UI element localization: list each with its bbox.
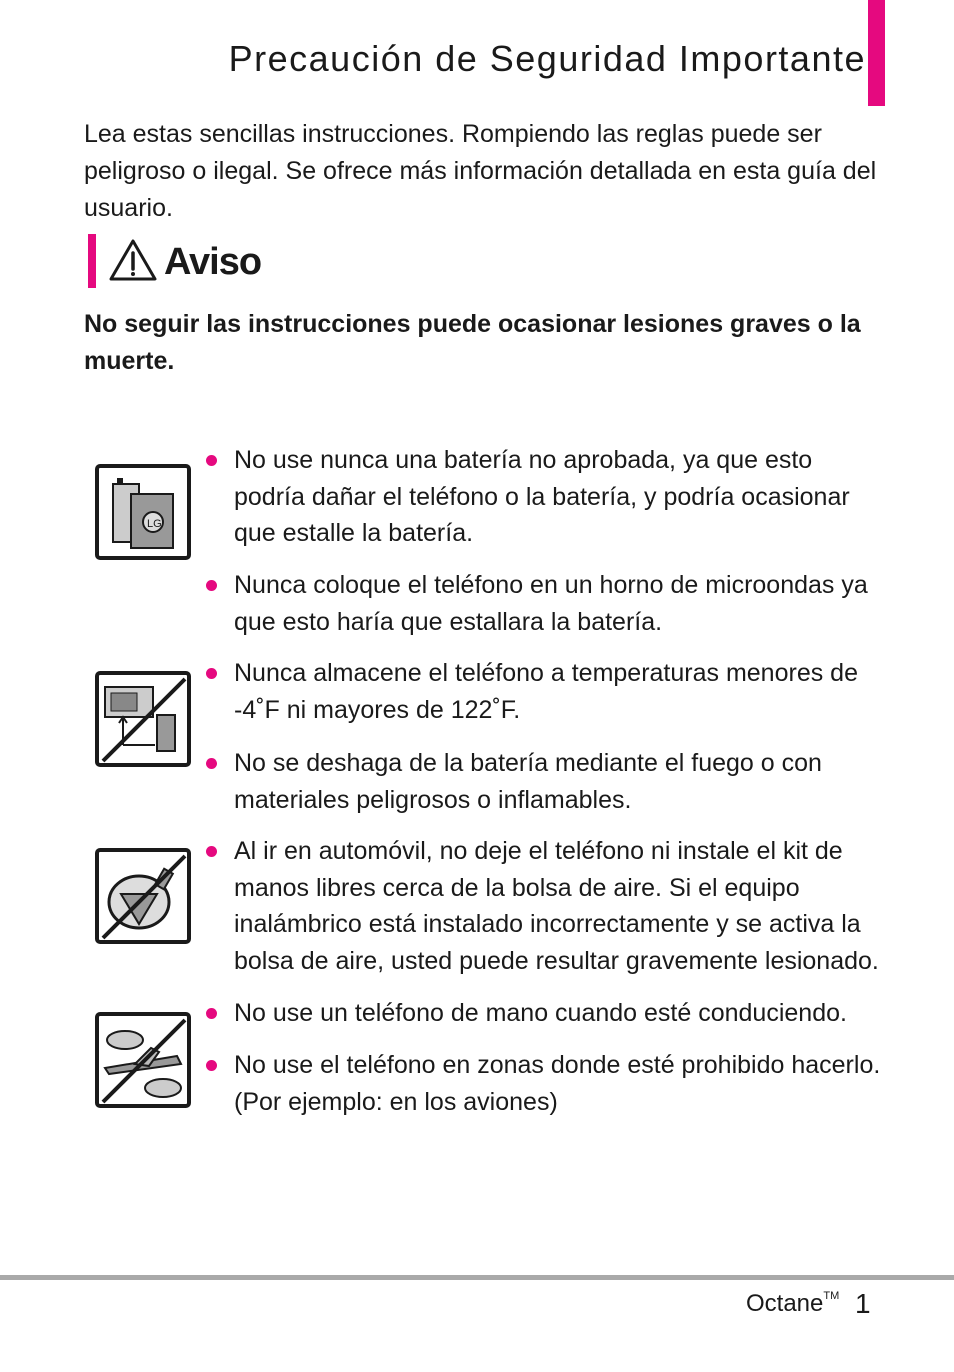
- bullet-item: [234, 442, 884, 552]
- intro-paragraph: Lea estas sencillas instrucciones. Rompiendo las reglas puede ser peligroso o ilegal. Se ofrece más información detallada en esta guía del usuario.: [84, 120, 877, 222]
- no-microwave-icon: [95, 671, 191, 767]
- bullet-text: No use un teléfono de mano cuando esté conduciendo.: [234, 999, 847, 1027]
- aviso-heading: Aviso: [164, 241, 262, 283]
- bullet-dot: [206, 455, 217, 466]
- bullet-text: No se deshaga de la batería mediante el fuego o con materiales peligrosos o inflamables.: [234, 749, 822, 814]
- bullet-item: [234, 567, 884, 640]
- svg-text:LG: LG: [147, 518, 162, 530]
- bullet-dot: [206, 846, 217, 857]
- bullet-item: [234, 1047, 884, 1120]
- bullet-dot: [206, 1060, 217, 1071]
- footer-brand: [746, 1290, 839, 1318]
- no-airbag-icon: [95, 848, 191, 944]
- title-accent-bar: [868, 0, 885, 106]
- footer-rule: [0, 1275, 954, 1280]
- bullet-item: [234, 995, 884, 1032]
- bullet-text: Al ir en automóvil, no deje el teléfono ni instale el kit de manos libres cerca de la bolsa de aire. Si el equipo inalámbrico está instalado incorrectamente y se activa la bolsa de aire, usted puede resultar gravemente lesionado.: [234, 837, 879, 975]
- aviso-accent-bar: [88, 234, 96, 288]
- brand-name: Octane: [746, 1290, 824, 1317]
- trademark-mark: TM: [823, 1290, 840, 1302]
- bullet-dot: [206, 580, 217, 591]
- bullet-text: Nunca almacene el teléfono a temperaturas menores de -4˚F ni mayores de 122˚F.: [234, 659, 858, 724]
- bullet-item: [234, 745, 884, 818]
- page-number: 1: [855, 1288, 871, 1319]
- battery-phone-icon: [95, 464, 191, 560]
- bullet-text: No use nunca una batería no aprobada, ya que esto podría dañar el teléfono o la batería, y podría ocasionar que estalle la batería.: [234, 446, 850, 547]
- bullet-text: No use el teléfono en zonas donde esté prohibido hacerlo. (Por ejemplo: en los aviones): [234, 1051, 881, 1116]
- warning-triangle-icon: [108, 238, 158, 282]
- bullet-item: [234, 655, 884, 728]
- bullet-text: Nunca coloque el teléfono en un horno de microondas ya que esto haría que estallara la batería.: [234, 571, 868, 636]
- bullet-dot: [206, 758, 217, 769]
- page-title: Precaución de Seguridad Importante: [228, 38, 866, 79]
- bullet-dot: [206, 668, 217, 679]
- bullet-dot: [206, 1008, 217, 1019]
- bullet-item: [234, 833, 884, 979]
- warning-text: No seguir las instrucciones puede ocasionar lesiones graves o la muerte.: [84, 310, 861, 375]
- no-airplane-icon: [95, 1012, 191, 1108]
